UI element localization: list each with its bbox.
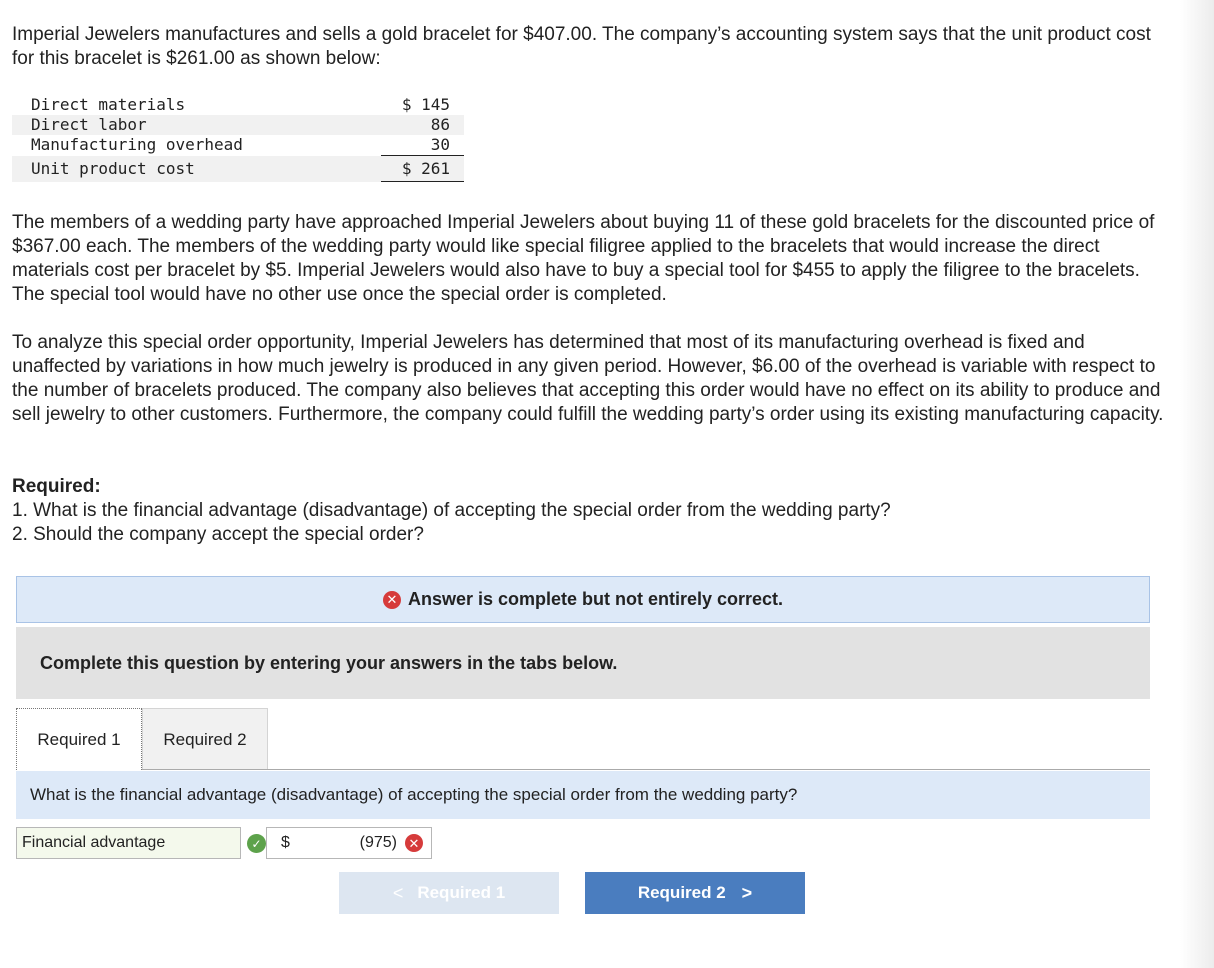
total-amount: $ 261 (381, 156, 464, 182)
right-edge-shadow (1180, 0, 1214, 968)
financial-advantage-select[interactable]: Financial advantage (16, 827, 241, 859)
prev-required-button[interactable] (339, 872, 559, 914)
required-item: 2. Should the company accept the special order? (12, 524, 424, 545)
analysis-paragraph: To analyze this special order opportunity, Imperial Jewelers has determined that most of its manufacturing overhead is fixed and unaffected by variations in how much jewelry is produced in any given period. However, $6.00 of the overhead is variable with respect to the number of bracelets produced. The company also believes that accepting this order would have no effect on its ability to produce and sell jewelry to other customers. Furthermore, the company could fulfill the wedding party’s order using its existing manufacturing capacity. (12, 332, 1164, 425)
answer-status-text: Answer is complete but not entirely correct. (407, 589, 784, 609)
next-required-button[interactable] (585, 872, 805, 914)
question-text: What is the financial advantage (disadvantage) of accepting the special order from the wedding party? (30, 785, 798, 804)
chevron-left-icon: < (392, 882, 404, 903)
tab-required-2[interactable]: Required 2 (142, 708, 268, 770)
instructions-text: Complete this question by entering your answers in the tabs below. (40, 652, 618, 673)
incorrect-x-icon: ✕ (405, 834, 423, 852)
table-row (12, 135, 464, 156)
answer-status-banner (16, 576, 1150, 623)
required-heading: Required: (12, 476, 101, 497)
problem-intro: Imperial Jewelers manufactures and sells a gold bracelet for $407.00. The company’s accounting system says that the unit product cost for this bracelet is $261.00 as shown below: (12, 24, 1151, 69)
table-row-total (12, 156, 464, 182)
financial-advantage-input[interactable] (266, 827, 432, 859)
answer-row (16, 827, 432, 859)
cost-amount: 30 (381, 135, 464, 156)
table-row (12, 115, 464, 135)
total-label: Unit product cost (12, 156, 381, 182)
tab-bar (16, 708, 268, 770)
cost-amount: $ 145 (401, 95, 450, 114)
tab-required-1[interactable]: Required 1 (16, 708, 142, 770)
answer-value: (975) (359, 834, 397, 851)
correct-check-icon: ✓ (247, 834, 266, 853)
unit-cost-table (12, 95, 464, 182)
required-item: 1. What is the financial advantage (disadvantage) of accepting the special order from the wedding party? (12, 500, 891, 521)
currency-symbol: $ (281, 834, 290, 851)
tab-divider (142, 769, 1150, 770)
chevron-right-icon: > (741, 882, 753, 903)
required-section (12, 475, 891, 547)
table-row (12, 95, 464, 115)
cost-label: Direct materials (31, 95, 186, 114)
question-bar (16, 771, 1150, 819)
incorrect-x-icon: ✕ (383, 591, 401, 609)
cost-label: Direct labor (12, 115, 381, 135)
cost-label: Manufacturing overhead (31, 135, 243, 155)
next-button-label: Required 2 (637, 883, 726, 902)
cost-amount: 86 (381, 115, 464, 135)
wedding-paragraph: The members of a wedding party have approached Imperial Jewelers about buying 11 of these gold bracelets for the discounted price of $367.00 each. The members of the wedding party would like special filigree applied to the bracelets that would increase the direct materials cost per bracelet by $5. Imperial Jewelers would also have to buy a special tool for $455 to apply the filigree to the bracelets. The special tool would have no other use once the special order is completed. (12, 212, 1155, 305)
instructions-bar (16, 627, 1150, 699)
prev-button-label: Required 1 (417, 883, 506, 902)
